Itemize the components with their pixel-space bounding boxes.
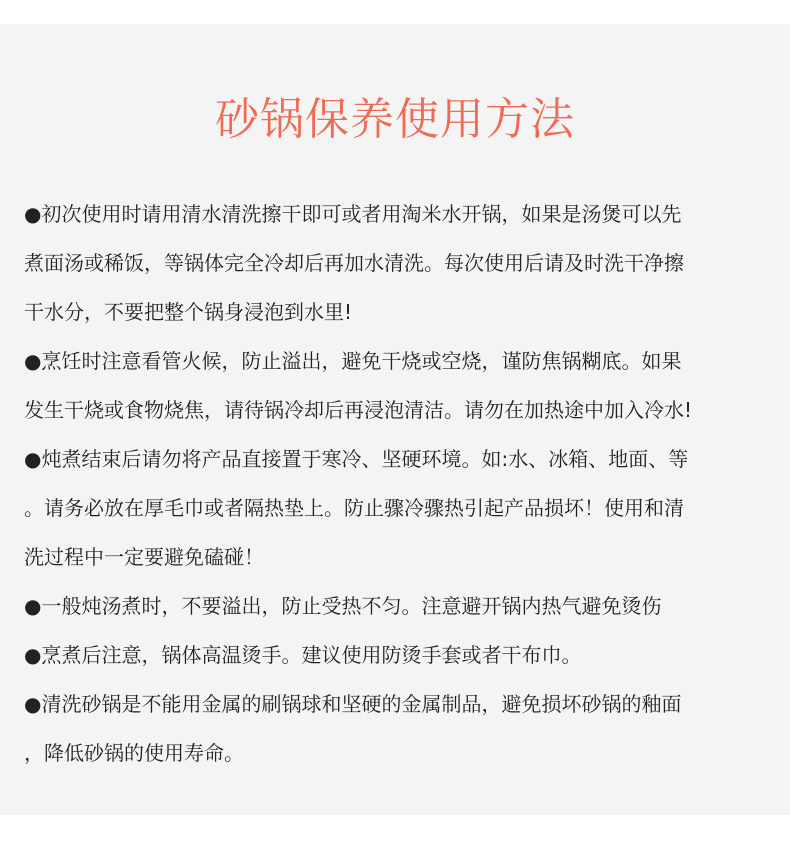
instruction-line-12: ，降低砂锅的使用寿命。	[24, 741, 244, 765]
instruction-line-9: ●一般炖汤煮时，不要溢出，防止受热不匀。注意避开锅内热气避免烫伤	[24, 594, 662, 618]
instruction-line-11: ●清洗砂锅是不能用金属的刷锅球和坚硬的金属制品，避免损坏砂锅的釉面	[24, 692, 682, 716]
instruction-line-1: ●初次使用时请用清水清洗擦干即可或者用淘米水开锅，如果是汤煲可以先	[24, 202, 682, 226]
instruction-line-6: ●炖煮结束后请勿将产品直接置于寒冷、坚硬环境。如:水、冰箱、地面、等	[24, 447, 689, 471]
instruction-line-8: 洗过程中一定要避免磕碰！	[24, 545, 264, 569]
instruction-line-2: 煮面汤或稀饭，等锅体完全冷却后再加水清洗。每次使用后请及时洗干净擦	[24, 251, 684, 275]
instruction-line-4: ●烹饪时注意看管火候，防止溢出，避免干烧或空烧，谨防焦锅糊底。如果	[24, 349, 682, 373]
instruction-line-3: 干水分，不要把整个锅身浸泡到水里!	[24, 300, 353, 324]
instruction-line-7: 。请务必放在厚毛巾或者隔热垫上。防止骤冷骤热引起产品损坏！使用和清	[24, 496, 684, 520]
instructions-text	[24, 190, 770, 778]
page-title: 砂锅保养使用方法	[215, 94, 575, 145]
instruction-line-10: ●烹煮后注意，锅体高温烫手。建议使用防烫手套或者干布巾。	[24, 643, 582, 667]
instruction-line-5: 发生干烧或食物烧焦，请待锅冷却后再浸泡清洁。请勿在加热途中加入冷水!	[24, 398, 693, 422]
